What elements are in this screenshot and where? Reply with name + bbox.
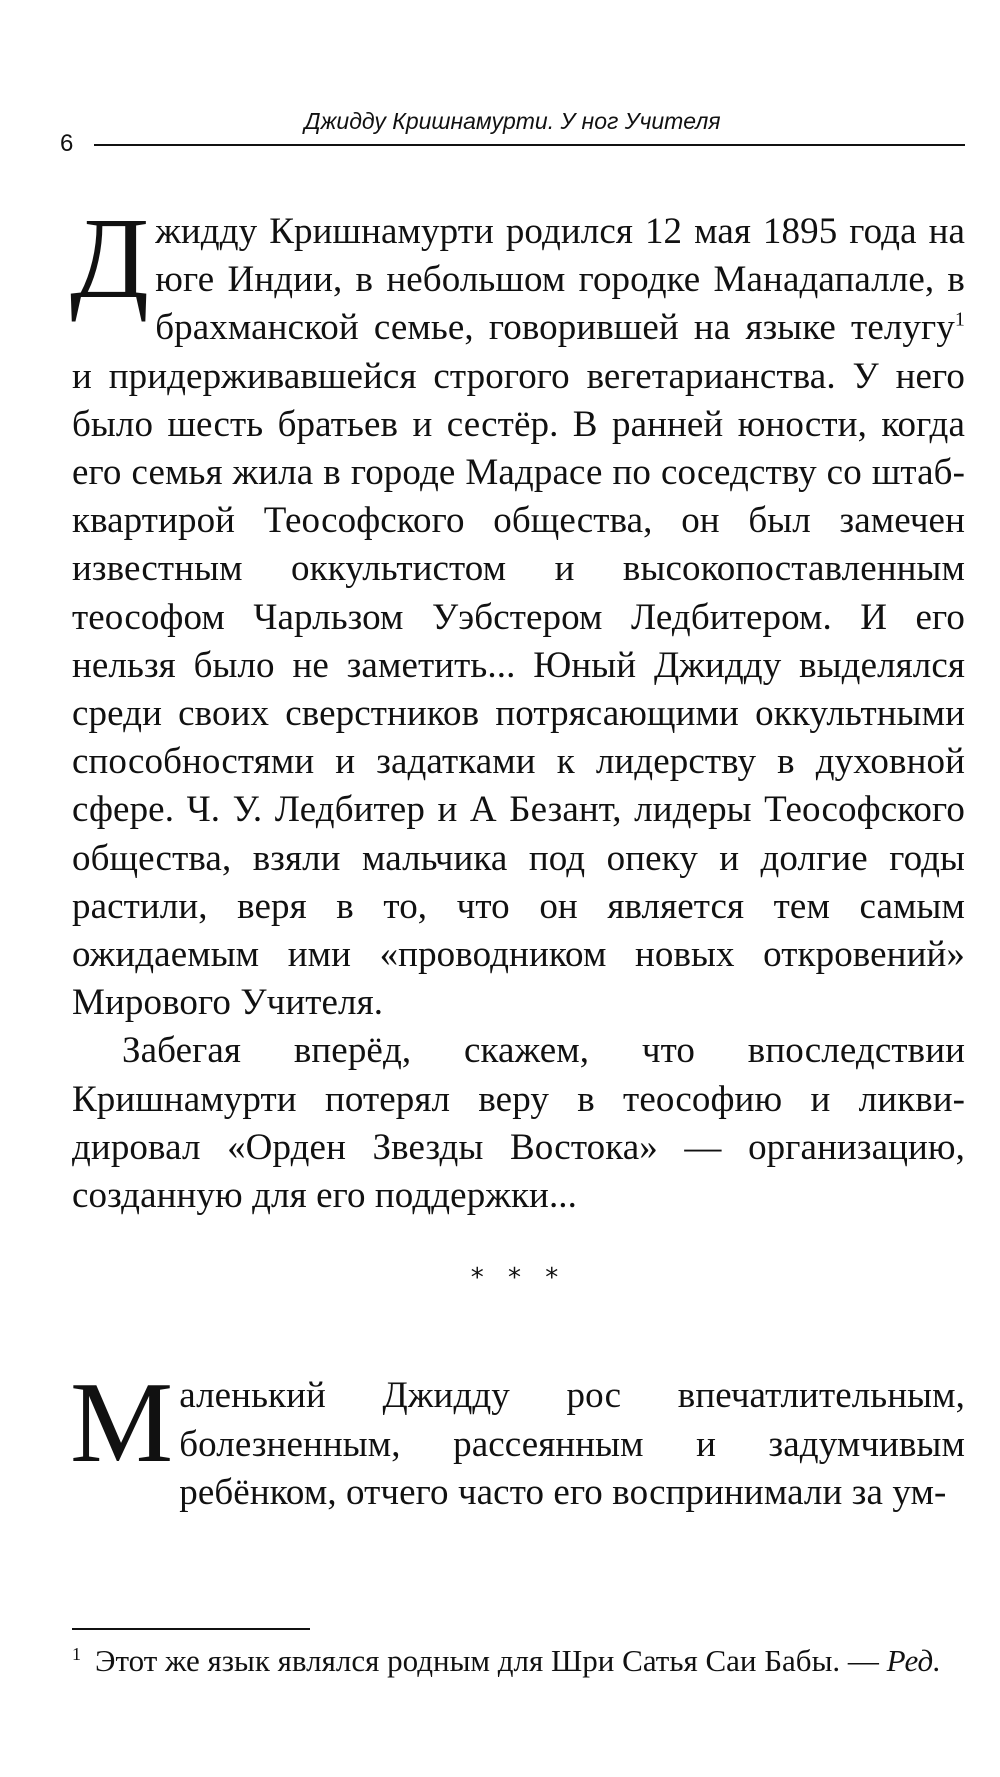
drop-cap-2: М (70, 1359, 174, 1488)
paragraph-2: Забегая вперёд, скажем, что впоследствии Кришнамурти потерял веру в теософию и ликвидировал «Орден Звезды Востока» — организацию, созданную для его поддержки... (72, 1030, 965, 1217)
page-number: 6 (60, 130, 74, 157)
footnote (72, 1640, 965, 1682)
section-separator: * * * (470, 1263, 567, 1294)
footnote-text: Этот же язык являлся родным для Шри Сатья Саи Бабы. — (95, 1643, 887, 1678)
header-rule (94, 144, 965, 146)
paragraph-1-text-b: и придерживавшейся строгого вегетарианства. У него было шесть братьев и сестёр. В ранней юности, когда его семья жила в городе Мадрасе по соседству со штаб-квартирой Теософского общества, он был замечен известным оккультистом и высокопоставленным теософом Чарльзом Уэбстером Ледбитером. И его нельзя было не заметить... Юный Джидду выделялся среди своих сверстников потрясающими оккультными способностями и задатками к лидерству в духовной сфере. Ч. У. Ледбитер и А Безант, лидеры Теософского общества, взяли мальчика под опеку и долгие годы растили, веря в то, что он является тем самым ожидаемым ими «проводником новых откровений» Мирового Учителя. (72, 355, 965, 1024)
paragraph-3 (70, 1359, 965, 1517)
footnote-number: 1 (72, 1643, 81, 1664)
footnote-rule (72, 1628, 310, 1630)
body-text (70, 195, 965, 1517)
paragraph-3-text: аленький Джидду рос впечатлительным, болезненным, рассеянным и задумчивым ребёнком, отчего часто его воспринимали за ум- (179, 1375, 965, 1513)
running-title: Джидду Кришнамурти. У ног Учителя (304, 108, 721, 134)
paragraph-1-text-a: жидду Кришнамурти родился 12 мая 1895 года на юге Индии, в небольшом городке Манадапалле, в брахманской семье, говорившей на языке телугу (155, 211, 965, 349)
footnote-reference: 1 (954, 309, 965, 332)
running-header (60, 106, 965, 157)
paragraph-1 (70, 195, 965, 1027)
footnote-editor-mark: Ред. (886, 1643, 941, 1678)
drop-cap: Д (70, 195, 150, 323)
